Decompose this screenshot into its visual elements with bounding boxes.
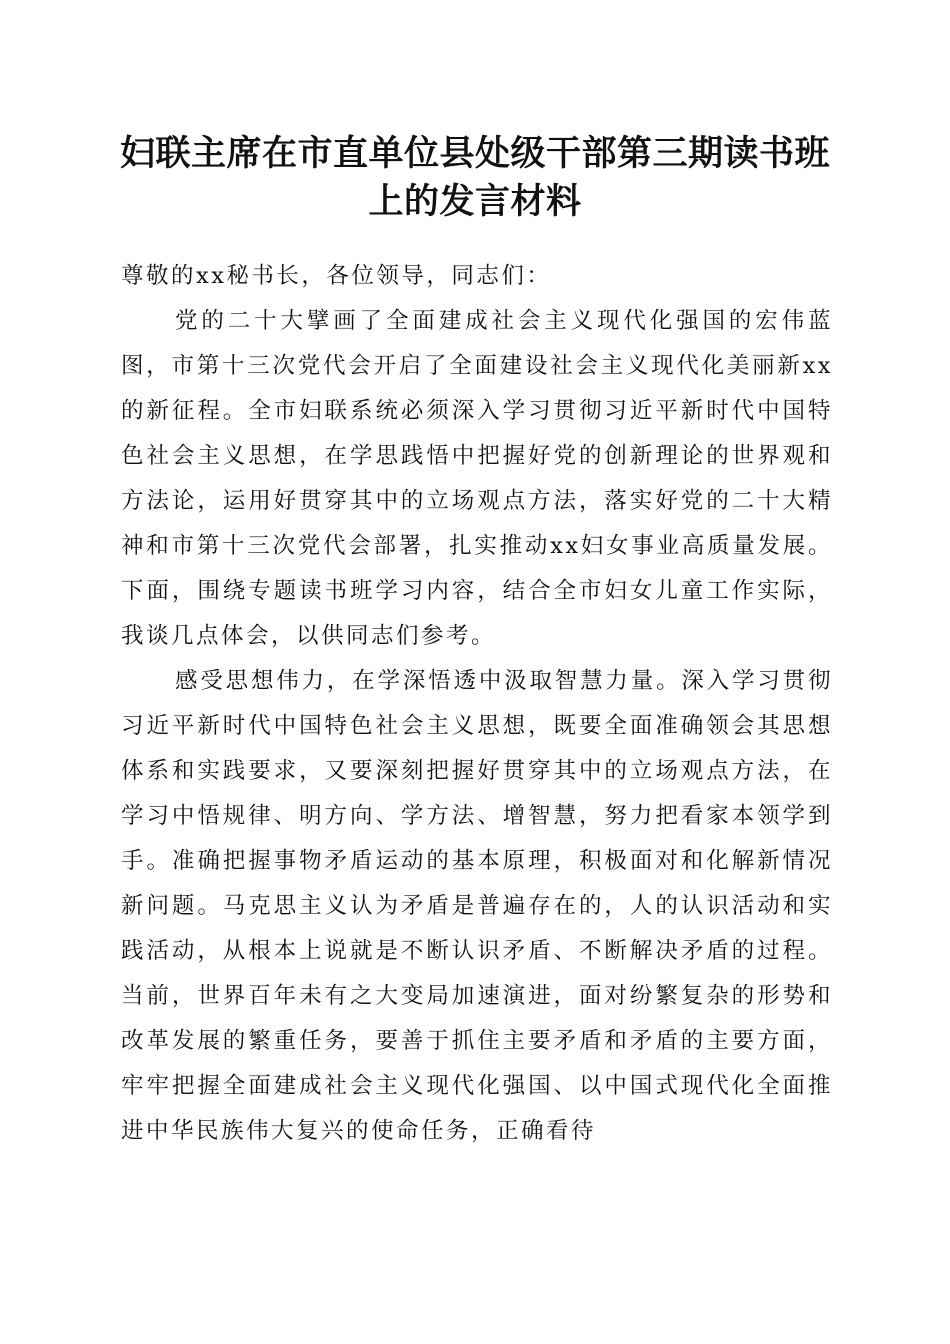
title-line-1: 妇联主席在市直单位县处级干部第三期读书班 [119,133,830,174]
salutation: 尊敬的xx秘书长，各位领导，同志们： [121,263,552,289]
title-line-2: 上的发言材料 [368,181,582,222]
paragraph-intro: 党的二十大擘画了全面建成社会主义现代化强国的宏伟蓝图，市第十三次党代会开启了全面建设社会主义现代化美丽新xx的新征程。全市妇联系统必须深入学习贯彻习近平新时代中国特色社会主义思想，在学思践悟中把握好党的创新理论的世界观和方法论，运用好贯穿其中的立场观点方法，落实好党的二十大精神和市第十三次党代会部署，扎实推动xx妇女事业高质量发展。下面，围绕专题读书班学习内容，结合全市妇女儿童工作实际，我谈几点体会，以供同志们参考。 [121,308,833,649]
document-body [121,254,833,1154]
paragraph-thought-power: 感受思想伟力，在学深悟透中汲取智慧力量。深入学习贯彻习近平新时代中国特色社会主义思想，既要全面准确领会其思想体系和实践要求，又要深刻把握好贯穿其中的立场观点方法，在学习中悟规律、明方向、学方法、增智慧，努力把看家本领学到手。准确把握事物矛盾运动的基本原理，积极面对和化解新情况新问题。马克思主义认为矛盾是普遍存在的，人的认识活动和实践活动，从根本上说就是不断认识矛盾、不断解决矛盾的过程。当前，世界百年未有之大变局加速演进，面对纷繁复杂的形势和改革发展的繁重任务，要善于抓住主要矛盾和矛盾的主要方面，牢牢把握全面建成社会主义现代化强国、以中国式现代化全面推进中华民族伟大复兴的使命任务，正确看待 [121,668,833,1144]
document-title [95,130,855,226]
